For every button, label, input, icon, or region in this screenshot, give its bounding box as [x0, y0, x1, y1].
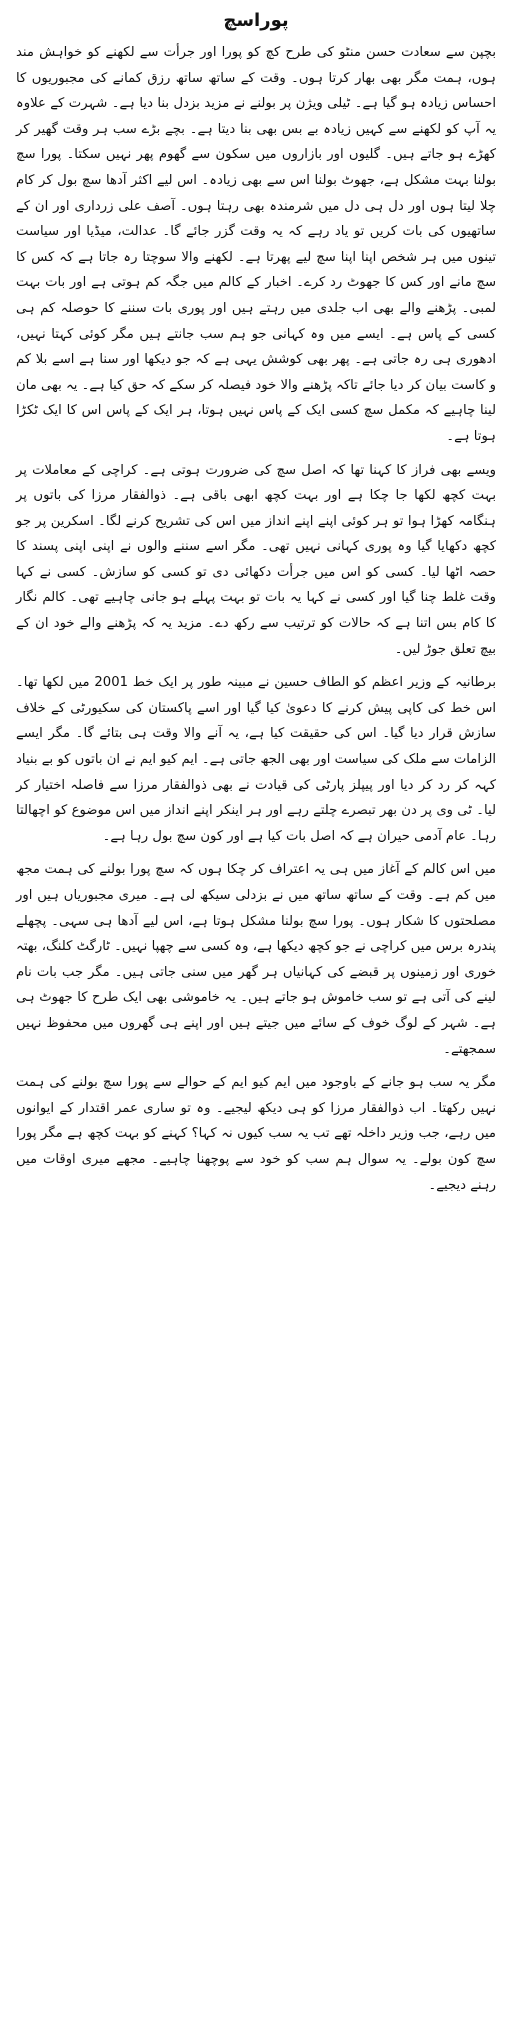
article-paragraph-5: مگر یہ سب ہو جانے کے باوجود میں ایم کیو ایم کے حوالے سے پورا سچ بولنے کی ہمت نہیں رکھتا۔ اب ذوالفقار مرزا کو ہی دیکھ لیجیے۔ وہ تو ساری عمر اقتدار کے ایوانوں میں رہے، جب وزیر داخلہ تھے تب یہ سب کیوں نہ کہا؟ کہنے کو بہت کچھ ہے مگر پورا سچ کون بولے۔ یہ سوال ہم سب کو خود سے پوچھنا چاہیے۔ مجھے میری اوقات میں رہنے دیجیے۔ [16, 1075, 496, 1193]
article-title: پوراسچ [223, 10, 289, 31]
article-paragraph-2: ویسے بھی فراز کا کہنا تھا کہ اصل سچ کی ضرورت ہوتی ہے۔ کراچی کے معاملات پر بہت کچھ لکھا جا چکا ہے اور بہت کچھ ابھی باقی ہے۔ ذوالفقار مرزا کی باتوں پر ہنگامہ کھڑا ہوا تو ہر کوئی اپنے اپنے انداز میں اس کی تشریح کرنے لگا۔ اسکرین پر جو کچھ دکھایا گیا وہ پوری کہانی نہیں تھی۔ مگر اسے سننے والوں نے اپنی اپنی پسند کا حصہ اٹھا لیا۔ کسی کو اس میں جرأت دکھائی دی تو کسی کو سازش۔ کسی نے کہا وقت غلط چنا گیا اور کسی نے کہا یہ بات تو بہت پہلے ہو جانی چاہیے تھی۔ کالم نگار کا کام بس اتنا ہے کہ حالات کو ترتیب سے رکھ دے۔ مزید یہ کہ پڑھنے والے خود ان کے بیچ تعلق جوڑ لیں۔ [16, 462, 496, 657]
article-paragraph-3: برطانیہ کے وزیر اعظم کو الطاف حسین نے مبینہ طور پر ایک خط 2001 میں لکھا تھا۔ اس خط کی کاپی پیش کرنے کا دعویٰ کیا گیا اور اسے پاکستان کی سکیورٹی کے خلاف سازش قرار دیا گیا۔ اس کی حقیقت کیا ہے، یہ آنے والا وقت ہی بتائے گا۔ مگر ایسے الزامات سے ملک کی سیاست اور بھی الجھ جاتی ہے۔ ایم کیو ایم نے ان باتوں کو بے بنیاد کہہ کر رد کر دیا اور پیپلز پارٹی کی قیادت نے بھی ذوالفقار مرزا سے فاصلہ اختیار کر لیا۔ ٹی وی پر دن بھر تبصرے چلتے رہے اور ہر اینکر اپنے انداز میں اس موضوع کو اچھالتا رہا۔ عام آدمی حیران ہے کہ اصل بات کیا ہے اور کون سچ بول رہا ہے۔ [16, 675, 496, 844]
article-paragraph-1: بچپن سے سعادت حسن منٹو کی طرح کچ کو پورا اور جرأت سے لکھنے کو خواہش مند ہوں، ہمت مگر بھی بھار کرتا ہوں۔ وقت کے ساتھ ساتھ رزق کمانے کی مجبوریوں کا احساس زیادہ ہو گیا ہے۔ ٹیلی ویژن پر بولنے نے مزید بزدل بنا دیا ہے۔ شہرت کے علاوہ یہ آپ کو لکھنے سے کہیں زیادہ بے بس بھی بنا دیتا ہے۔ بچے بڑے سب ہر وقت گھیر کر کھڑے ہو جاتے ہیں۔ گلیوں اور بازاروں میں سکون سے گھوم پھر نہیں سکتا۔ پورا سچ بولنا بہت مشکل ہے، جھوٹ بولنا اس سے بھی زیادہ۔ اس لیے اکثر آدھا سچ بول کر کام چلا لیتا ہوں اور دل ہی دل میں شرمندہ بھی رہتا ہوں۔ آصف علی زرداری اور ان کے ساتھیوں کی بات کریں تو یاد رہے کہ یہ وقت گزر جائے گا۔ عدالت، میڈیا اور سیاست تینوں میں ہر شخص اپنا اپنا سچ لیے پھرتا ہے۔ لکھنے والا سوچتا رہ جاتا ہے کہ کس کا سچ مانے اور کس کا جھوٹ رد کرے۔ اخبار کے کالم میں جگہ کم ہوتی ہے اور بات بہت لمبی۔ پڑھنے والے بھی اب جلدی میں رہتے ہیں اور پوری بات سننے کا حوصلہ کم ہی کسی کے پاس ہے۔ ایسے میں وہ کہانی جو ہم سب جانتے ہیں مگر کوئی کہتا نہیں، ادھوری ہی رہ جاتی ہے۔ پھر بھی کوشش یہی ہے کہ جو دیکھا اور سنا ہے اسے بلا کم و کاست بیان کر دیا جائے تاکہ پڑھنے والا خود فیصلہ کر سکے کہ حق کیا ہے۔ یہ بھی مان لینا چاہیے کہ مکمل سچ کسی ایک کے پاس نہیں ہوتا، ہر ایک کے پاس اس کا ایک ٹکڑا ہوتا ہے۔ [16, 45, 496, 444]
article-paragraph-4: میں اس کالم کے آغاز میں ہی یہ اعتراف کر چکا ہوں کہ سچ پورا بولنے کی ہمت مجھ میں کم ہے۔ وقت کے ساتھ ساتھ میں نے بزدلی سیکھ لی ہے۔ میری مجبوریاں ہیں اور مصلحتوں کا شکار ہوں۔ پورا سچ بولنا مشکل ہوتا ہے، اس لیے آدھا ہی سہی۔ پچھلے پندرہ برس میں کراچی نے جو کچھ دیکھا ہے، وہ کسی سے چھپا نہیں۔ ٹارگٹ کلنگ، بھتہ خوری اور زمینوں پر قبضے کی کہانیاں ہر گھر میں سنی جاتی ہیں۔ مگر جب بات نام لینے کی آتی ہے تو سب خاموش ہو جاتے ہیں۔ یہ خاموشی بھی ایک طرح کا جھوٹ ہی ہے۔ شہر کے لوگ خوف کے سائے میں جیتے ہیں اور اپنے ہی گھروں میں محفوظ نہیں سمجھتے۔ [16, 862, 496, 1057]
